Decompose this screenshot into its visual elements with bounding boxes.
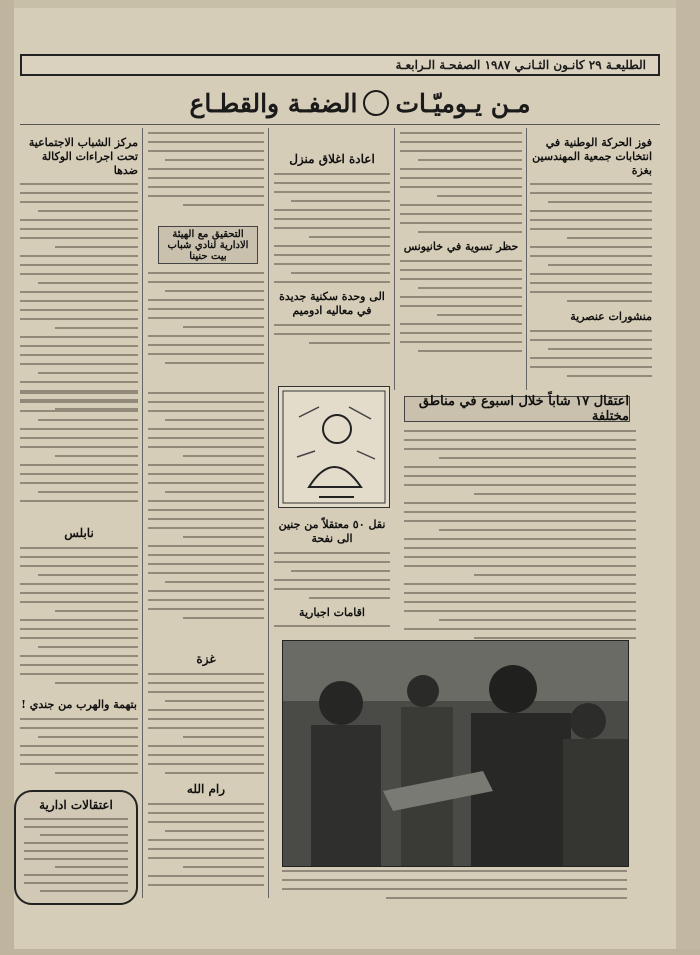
text-line <box>282 888 627 890</box>
text-line <box>55 772 138 774</box>
text-line <box>437 314 522 316</box>
text-line <box>20 718 138 720</box>
text-line <box>437 195 522 197</box>
text-line <box>148 299 264 301</box>
text-line <box>148 848 264 850</box>
admin-detention-box <box>14 790 138 905</box>
text-line <box>404 592 636 594</box>
text-line <box>400 323 522 325</box>
text-line <box>148 803 264 805</box>
text-line <box>20 583 138 585</box>
text-line <box>183 617 264 619</box>
text-line <box>148 509 264 511</box>
text-line <box>20 601 138 603</box>
text-line <box>20 628 138 630</box>
text-line <box>404 430 636 432</box>
text-line <box>38 210 138 212</box>
text-line <box>418 231 522 233</box>
text-line <box>55 455 138 457</box>
text-line <box>400 260 522 262</box>
text-line <box>148 884 264 886</box>
text-line <box>20 237 138 239</box>
text-line <box>148 141 264 143</box>
text-line <box>165 362 264 364</box>
text-line <box>148 821 264 823</box>
text-line <box>400 168 522 170</box>
text-line <box>148 317 264 319</box>
text-line <box>148 518 264 520</box>
text-line <box>24 850 128 852</box>
article-middle-column <box>148 390 264 640</box>
text-line <box>20 763 138 765</box>
text-line <box>400 177 522 179</box>
text-line <box>20 363 138 365</box>
article-house-closure <box>274 130 390 386</box>
text-line <box>165 830 264 832</box>
page-bottom-edge <box>0 949 700 955</box>
text-line <box>38 491 138 493</box>
text-line <box>40 890 128 892</box>
text-line <box>274 182 390 184</box>
text-line <box>20 336 138 338</box>
text-line <box>148 754 264 756</box>
text-line <box>400 150 522 152</box>
text-line <box>530 210 652 212</box>
text-line <box>24 874 128 876</box>
text-line <box>183 866 264 868</box>
text-line <box>567 300 652 302</box>
text-line <box>148 673 264 675</box>
text-line <box>404 466 636 468</box>
text-line <box>165 290 264 292</box>
text-line <box>530 273 652 275</box>
text-line <box>55 866 128 868</box>
text-line <box>20 291 138 293</box>
text-line <box>165 419 264 421</box>
text-line <box>20 754 138 756</box>
news-photograph <box>282 640 629 867</box>
text-line <box>20 381 138 383</box>
text-line <box>24 818 128 820</box>
article-headline: اعتقالات ادارية <box>39 798 113 812</box>
text-line <box>165 581 264 583</box>
text-line <box>38 574 138 576</box>
title-rule <box>20 124 660 125</box>
article-arrests <box>404 428 636 634</box>
article-headline: رام الله <box>186 782 226 796</box>
text-line <box>20 318 138 320</box>
text-line <box>20 183 138 185</box>
text-line <box>148 437 264 439</box>
text-line <box>20 273 138 275</box>
text-line <box>165 772 264 774</box>
text-line <box>148 186 264 188</box>
masthead-text: الطليعـة ۲۹ كانـون الثـانـي ۱۹۸۷ الصفحـة الـرابعـة <box>395 58 646 72</box>
article-headline: نقل ٥٠ معتقلاً من جنين الى نفحة <box>278 518 386 545</box>
column-divider <box>526 128 527 390</box>
article-nablus <box>20 520 138 690</box>
text-line <box>404 448 636 450</box>
text-line <box>20 228 138 230</box>
text-line <box>400 296 522 298</box>
series-title <box>170 86 550 120</box>
text-line <box>20 619 138 621</box>
article-headline: الى وحدة سكنية جديدة في معاليه ادوميم <box>279 290 385 317</box>
column-divider <box>268 128 269 898</box>
text-line <box>548 348 652 350</box>
text-line <box>439 457 636 459</box>
text-line <box>148 500 264 502</box>
article-left-column <box>20 390 138 515</box>
text-line <box>148 195 264 197</box>
text-line <box>183 536 264 538</box>
text-line <box>404 502 636 504</box>
text-line <box>20 410 138 412</box>
text-line <box>20 745 138 747</box>
article-admin-inquiry-body <box>148 270 264 386</box>
binding-gutter <box>0 0 14 955</box>
text-line <box>148 527 264 529</box>
text-line <box>20 345 138 347</box>
text-line <box>148 727 264 729</box>
text-line <box>274 324 390 326</box>
article-headline: اعتقال ۱۷ شاباً خلال اسبوع في مناطق مختلفة <box>418 394 629 424</box>
text-line <box>148 353 264 355</box>
text-line <box>148 545 264 547</box>
text-line <box>274 218 390 220</box>
text-line <box>148 168 264 170</box>
text-line <box>148 812 264 814</box>
text-line <box>274 333 390 335</box>
text-line <box>40 834 128 836</box>
text-line <box>309 342 390 344</box>
text-line <box>165 159 264 161</box>
text-line <box>404 475 636 477</box>
text-line <box>38 736 138 738</box>
text-line <box>291 570 390 572</box>
text-line <box>20 556 138 558</box>
text-line <box>20 446 138 448</box>
text-line <box>400 332 522 334</box>
text-line <box>418 287 522 289</box>
text-line <box>148 554 264 556</box>
column-divider <box>142 128 143 898</box>
text-line <box>20 547 138 549</box>
text-line <box>474 574 636 576</box>
text-line <box>148 599 264 601</box>
article-youth-centre <box>20 130 138 380</box>
article-headline: غزة <box>196 652 216 666</box>
article-headline: اعادة اغلاق منزل <box>289 152 375 166</box>
text-line <box>20 473 138 475</box>
article-ramallah <box>148 776 264 896</box>
text-line <box>530 255 652 257</box>
text-line <box>148 177 264 179</box>
text-line <box>404 610 636 612</box>
text-line <box>530 219 652 221</box>
text-line <box>148 709 264 711</box>
text-line <box>20 428 138 430</box>
text-line <box>530 183 652 185</box>
text-line <box>148 563 264 565</box>
text-line <box>274 173 390 175</box>
text-line <box>38 372 138 374</box>
text-line <box>148 590 264 592</box>
text-line <box>20 592 138 594</box>
text-line <box>20 201 138 203</box>
text-line <box>274 245 390 247</box>
text-line <box>404 538 636 540</box>
text-line <box>20 565 138 567</box>
text-line <box>20 673 138 675</box>
article-headline: نابلس <box>64 526 94 540</box>
series-ornament-icon <box>363 90 389 116</box>
text-line <box>274 209 390 211</box>
text-line <box>20 727 138 729</box>
text-line <box>148 464 264 466</box>
column-divider <box>394 128 395 390</box>
article-headline: مركز الشباب الاجتماعية تحت اجراءات الوكالة ضدها <box>28 136 138 177</box>
text-line <box>404 484 636 486</box>
text-line <box>386 897 628 899</box>
binding-clip <box>676 0 700 955</box>
text-line <box>183 736 264 738</box>
text-line <box>400 222 522 224</box>
text-line <box>274 227 390 229</box>
text-line <box>38 419 138 421</box>
text-line <box>148 875 264 877</box>
text-line <box>20 655 138 657</box>
text-line <box>291 272 390 274</box>
text-line <box>55 246 138 248</box>
text-line <box>148 482 264 484</box>
text-line <box>274 579 390 581</box>
text-line <box>20 482 138 484</box>
text-line <box>148 608 264 610</box>
text-line <box>148 839 264 841</box>
text-line <box>548 201 652 203</box>
text-line <box>474 493 636 495</box>
text-line <box>20 192 138 194</box>
text-line <box>20 255 138 257</box>
text-line <box>530 282 652 284</box>
article-headline: فوز الحركة الوطنية في انتخابات جمعية المهندسين بغزة <box>532 136 652 177</box>
article-headline: التحقيق مع الهيئة الادارية لنادي شباب بيت حنينا <box>167 228 249 262</box>
text-line <box>400 204 522 206</box>
text-line <box>148 691 264 693</box>
text-line <box>165 491 264 493</box>
text-line <box>20 392 138 394</box>
text-line <box>148 572 264 574</box>
text-line <box>400 341 522 343</box>
text-line <box>418 159 522 161</box>
page-header <box>20 54 660 76</box>
text-line <box>309 236 390 238</box>
admin-inquiry-headline-box <box>158 226 258 264</box>
text-line <box>400 278 522 280</box>
text-line <box>274 588 390 590</box>
text-line <box>24 882 128 884</box>
text-line <box>404 511 636 513</box>
text-line <box>274 263 390 265</box>
text-line <box>567 237 652 239</box>
text-line <box>400 186 522 188</box>
cartoon-illustration <box>278 386 390 508</box>
text-line <box>400 213 522 215</box>
text-line <box>148 401 264 403</box>
text-line <box>20 354 138 356</box>
article-soldier <box>20 692 138 784</box>
text-line <box>20 637 138 639</box>
text-line <box>148 281 264 283</box>
article-gaza <box>148 646 264 770</box>
text-line <box>400 141 522 143</box>
text-line <box>20 401 138 403</box>
text-line <box>274 191 390 193</box>
text-line <box>148 446 264 448</box>
text-line <box>148 132 264 134</box>
text-line <box>24 842 128 844</box>
text-line <box>20 309 138 311</box>
text-line <box>567 375 652 377</box>
article-nurses <box>400 130 522 390</box>
text-line <box>20 300 138 302</box>
text-line <box>38 282 138 284</box>
text-line <box>530 366 652 368</box>
text-line <box>20 500 138 502</box>
text-line <box>148 682 264 684</box>
text-line <box>404 565 636 567</box>
text-line <box>404 556 636 558</box>
text-line <box>183 204 264 206</box>
text-line <box>148 392 264 394</box>
text-line <box>274 552 390 554</box>
text-line <box>400 305 522 307</box>
text-line <box>530 357 652 359</box>
article-collaborators <box>274 512 390 636</box>
text-line <box>20 264 138 266</box>
text-line <box>530 246 652 248</box>
article-headline: حظر تسوية في خانيونس <box>403 240 519 253</box>
text-line <box>291 200 390 202</box>
text-line <box>309 597 390 599</box>
photo-caption <box>282 868 627 908</box>
text-line <box>148 335 264 337</box>
article-headline: منشورات عنصرية <box>570 310 652 324</box>
text-line <box>148 857 264 859</box>
text-line <box>404 601 636 603</box>
text-line <box>404 520 636 522</box>
text-line <box>148 718 264 720</box>
text-line <box>148 150 264 152</box>
text-line <box>530 330 652 332</box>
text-line <box>183 455 264 457</box>
article-headline: بتهمة والهرب من جندي ! <box>21 698 137 711</box>
text-line <box>24 826 128 828</box>
text-line <box>439 619 636 621</box>
text-line <box>530 339 652 341</box>
text-line <box>148 473 264 475</box>
text-line <box>400 132 522 134</box>
text-line <box>148 745 264 747</box>
text-line <box>282 870 627 872</box>
text-line <box>282 879 627 881</box>
series-title-end: الضفـة والقطـاع <box>189 88 358 118</box>
article-headline: اقامات اجبارية <box>299 605 365 619</box>
series-title-start: مـن يـوميّـات <box>395 88 531 118</box>
text-line <box>55 682 138 684</box>
text-line <box>274 561 390 563</box>
text-line <box>274 625 390 627</box>
text-line <box>20 664 138 666</box>
text-line <box>20 219 138 221</box>
text-line <box>38 646 138 648</box>
text-line <box>55 610 138 612</box>
text-line <box>55 327 138 329</box>
text-line <box>418 350 522 352</box>
text-line <box>20 464 138 466</box>
text-line <box>274 254 390 256</box>
text-line <box>400 269 522 271</box>
text-line <box>24 858 128 860</box>
text-line <box>404 547 636 549</box>
page-top-edge <box>0 0 700 8</box>
text-line <box>148 272 264 274</box>
text-line <box>404 583 636 585</box>
text-line <box>148 308 264 310</box>
text-line <box>548 264 652 266</box>
text-line <box>183 326 264 328</box>
text-line <box>165 700 264 702</box>
article-engineers <box>530 130 652 390</box>
text-line <box>148 344 264 346</box>
arrests-banner-headline <box>404 396 630 422</box>
text-line <box>148 410 264 412</box>
text-line <box>274 281 390 283</box>
text-line <box>20 437 138 439</box>
text-line <box>474 637 636 639</box>
text-line <box>404 439 636 441</box>
text-line <box>148 428 264 430</box>
text-line <box>404 628 636 630</box>
text-line <box>148 763 264 765</box>
text-line <box>530 192 652 194</box>
text-line <box>530 291 652 293</box>
text-line <box>530 228 652 230</box>
text-line <box>439 529 636 531</box>
